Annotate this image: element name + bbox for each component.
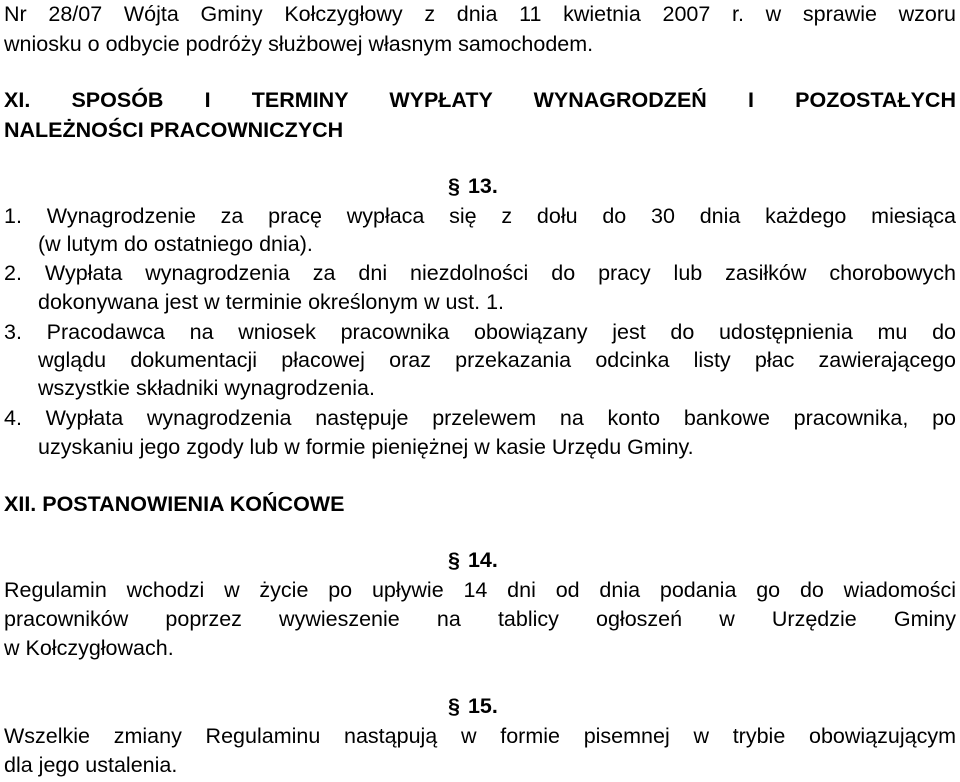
list-item-1-line-2: (w lutym do ostatniego dnia). bbox=[38, 232, 313, 256]
paragraph-14-line-1: Regulamin wchodzi w życie po upływie 14 dni od dnia podania go do wiadomości bbox=[4, 578, 956, 602]
section-sign-icon: § bbox=[448, 174, 460, 198]
list-item-3-number: 3. bbox=[4, 320, 22, 344]
list-item-2-line-2: dokonywana jest w terminie określonym w ust. 1. bbox=[38, 290, 505, 314]
chapter-xi-title-line-1: XI. SPOSÓB I TERMINY WYPŁATY WYNAGRODZEŃ I POZOSTAŁYCH bbox=[4, 88, 956, 112]
list-item-4-line-2: uzyskaniu jego zgody lub w formie pieniężnej w kasie Urzędu Gminy. bbox=[38, 435, 694, 459]
section-sign-icon: § bbox=[448, 548, 460, 572]
paragraph-14-line-3: w Kołczygłowach. bbox=[4, 636, 174, 660]
list-item-1-number: 1. bbox=[4, 204, 22, 228]
paragraph-15-heading bbox=[448, 692, 498, 720]
paragraph-14-number: 14. bbox=[467, 548, 498, 572]
list-item-4-text: Wypłata wynagrodzenia następuje przelewem na konto bankowe pracownika, po bbox=[45, 406, 956, 430]
list-item-2-text: Wypłata wynagrodzenia za dni niezdolności do pracy lub zasiłków chorobowych bbox=[44, 261, 956, 285]
list-item-3-line-1 bbox=[4, 318, 956, 346]
list-item-2-line-1 bbox=[4, 259, 956, 287]
paragraph-15-line-1: Wszelkie zmiany Regulaminu nastąpują w formie pisemnej w trybie obowiązującym bbox=[4, 724, 956, 748]
chapter-xii-title: XII. POSTANOWIENIA KOŃCOWE bbox=[4, 492, 345, 516]
header-line-1: Nr 28/07 Wójta Gminy Kołczygłowy z dnia 11 kwietnia 2007 r. w sprawie wzoru bbox=[4, 2, 956, 26]
paragraph-13-number: 13. bbox=[467, 174, 498, 198]
list-item-3-line-3: wszystkie składniki wynagrodzenia. bbox=[38, 376, 375, 400]
list-item-1-line-1 bbox=[4, 202, 956, 230]
list-item-4-number: 4. bbox=[4, 406, 22, 430]
paragraph-14-heading bbox=[448, 546, 498, 574]
paragraph-15-number: 15. bbox=[467, 694, 498, 718]
paragraph-13-heading bbox=[448, 172, 498, 200]
header-line-2: wniosku o odbycie podróży służbowej własnym samochodem. bbox=[4, 32, 594, 56]
list-item-3-line-2: wglądu dokumentacji płacowej oraz przekazania odcinka listy płac zawierającego bbox=[38, 348, 956, 372]
chapter-xi-title-line-2: NALEŻNOŚCI PRACOWNICZYCH bbox=[4, 118, 344, 142]
list-item-4-line-1 bbox=[4, 404, 956, 432]
paragraph-15-line-2: dla jego ustalenia. bbox=[4, 753, 178, 777]
list-item-2-number: 2. bbox=[4, 261, 22, 285]
paragraph-14-line-2: pracowników poprzez wywieszenie na tablicy ogłoszeń w Urzędzie Gminy bbox=[4, 607, 956, 631]
list-item-1-text: Wynagrodzenie za pracę wypłaca się z dołu do 30 dnia każdego miesiąca bbox=[46, 204, 956, 228]
list-item-3-text: Pracodawca na wniosek pracownika obowiązany jest do udostępnienia mu do bbox=[46, 320, 956, 344]
section-sign-icon: § bbox=[448, 694, 460, 718]
